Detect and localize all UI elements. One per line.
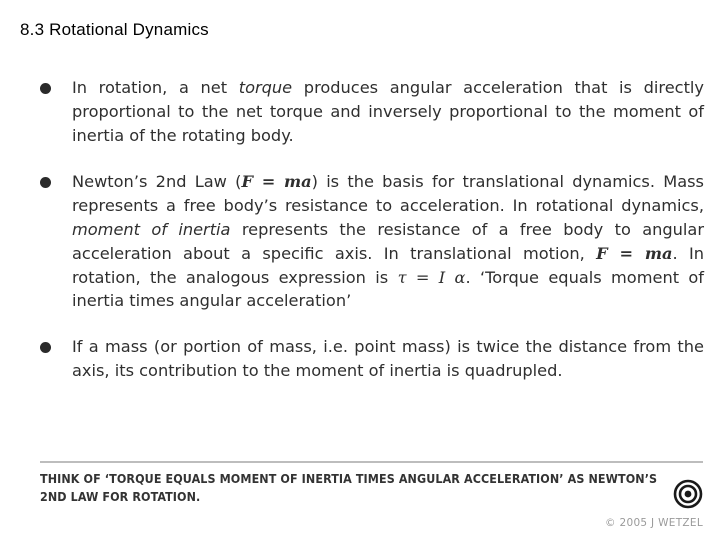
text-run: . In rotation, the analogous expression is: [72, 243, 705, 287]
text-run: Newton’s 2nd Law (: [72, 172, 242, 192]
text-run: produces angular acceleration that is directly proportional to the net torque and inversely proportional to the moment of inertia of the rotating body.: [72, 78, 704, 145]
emphasis-torque: torque: [238, 78, 293, 97]
bullet-item: [40, 76, 704, 147]
bullet-item: [40, 170, 704, 313]
text-run: ) is the basis for translational dynamics. Mass represents a free body’s resistance to acceleration. In rotational dynamics,: [72, 172, 704, 216]
text-run: represents the resistance of a free body to angular acceleration about a specific axis. In translational motion,: [72, 219, 704, 263]
footer-note: THINK OF ‘TORQUE EQUALS MOMENT OF INERTIA TIMES ANGULAR ACCELERATION’ AS NEWTON’S 2ND LAW FOR ROTATION.: [40, 471, 658, 504]
emphasis-moment-of-inertia: moment of inertia: [72, 219, 231, 239]
formula-torque: τ = I α: [397, 267, 466, 287]
formula-f-ma: F = ma: [241, 172, 312, 192]
text-run: In rotation, a net: [72, 78, 239, 97]
target-icon: [673, 479, 703, 509]
bullet-text: [72, 170, 704, 313]
slide-title: 8.3 Rotational Dynamics: [20, 20, 209, 39]
bullet-list: [40, 76, 704, 383]
bullet-dot-icon: [40, 342, 51, 353]
text-run: . ‘Torque equals moment of inertia times angular acceleration’: [72, 267, 704, 311]
bullet-dot-icon: [40, 177, 51, 188]
bullet-text: If a mass (or portion of mass, i.e. point mass) is twice the distance from the axis, its contribution to the moment of inertia is quadrupled.: [72, 337, 704, 380]
formula-f-ma: F = ma: [596, 243, 673, 263]
bullet-dot-icon: [40, 83, 51, 94]
bullet-item: [40, 335, 704, 383]
bullet-text: [72, 76, 704, 147]
copyright: © 2005 J WETZEL: [605, 517, 703, 529]
footer-divider: [40, 461, 703, 463]
